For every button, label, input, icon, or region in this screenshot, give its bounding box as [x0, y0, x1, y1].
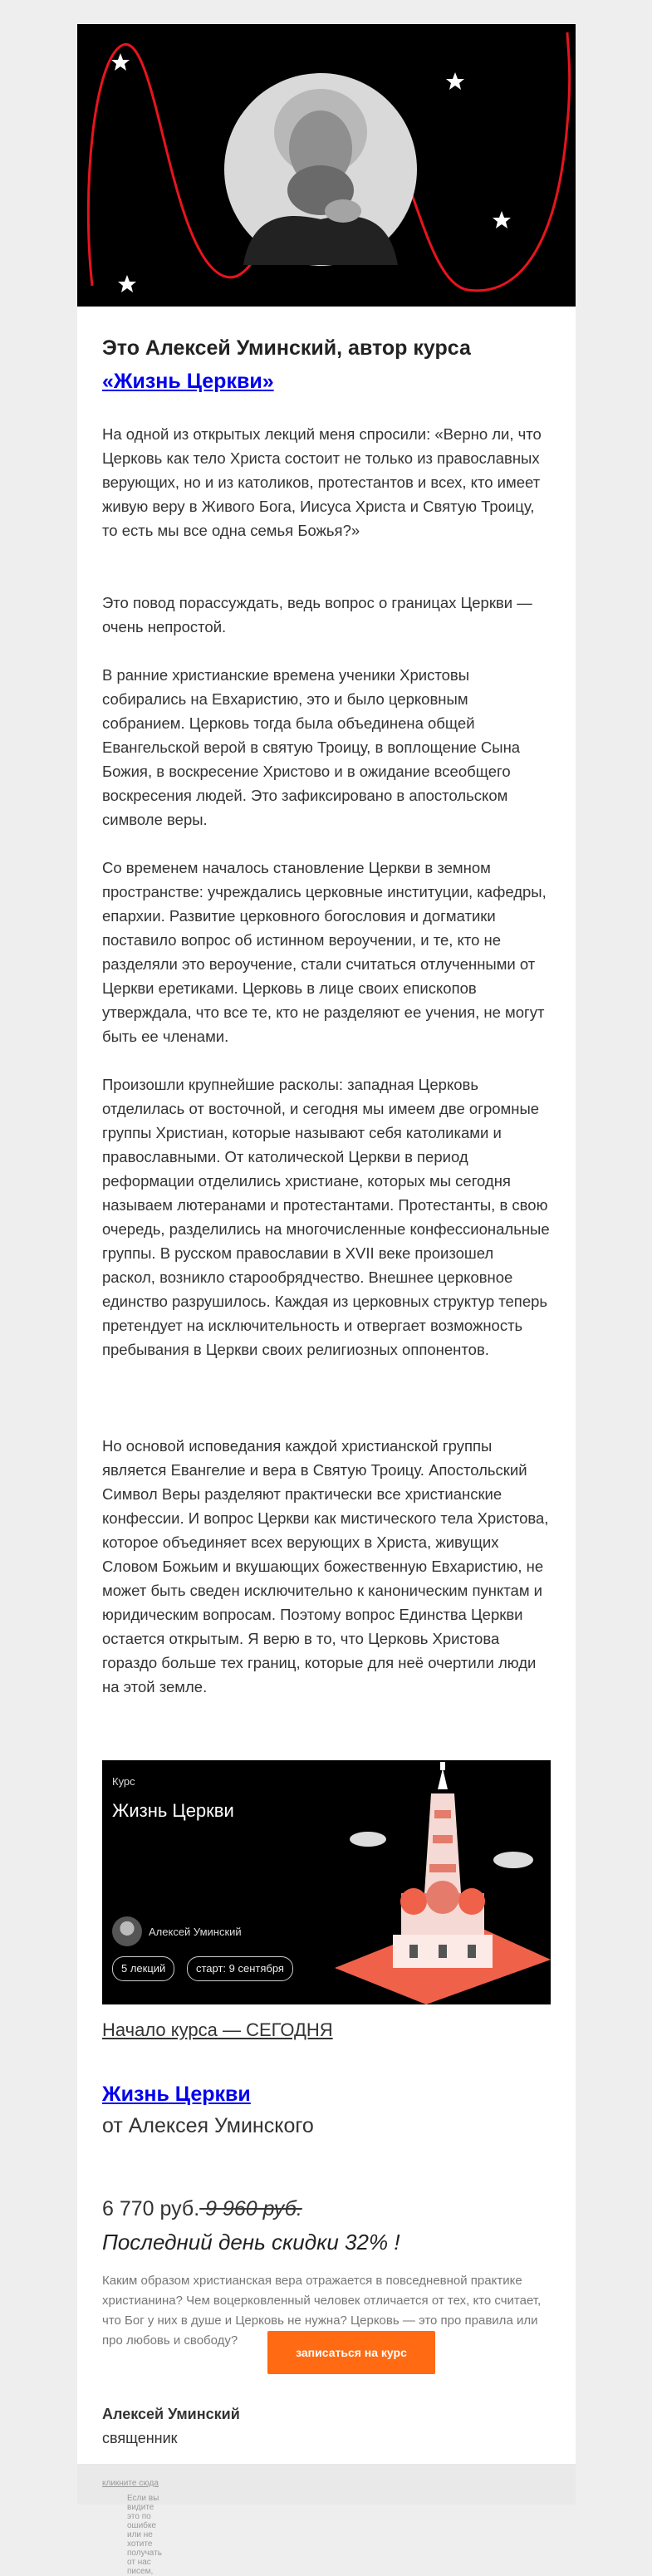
heading-text: Это Алексей Уминский, автор курса [102, 336, 471, 360]
price-current: 6 770 руб. [102, 2197, 200, 2220]
course-description: Каким образом христианская вера отражается в повседневной практике христианина? Чем воцерковленный человек отличается от тех, кто считает, что Бог у них в душе и Церковь не нужна? Церковь — это про правила или про любовь и свободу? [102, 2274, 542, 2348]
footer-message: Если вы видите это по ошибке или не хотите получать от нас писем, [127, 2494, 162, 2576]
paragraph-5: Произошли крупнейшие расколы: западная Церковь отделилась от восточной, и сегодня мы имеем две огромные группы Христиан, которые называют себя католиками и православными. От католической Церкви в период реформации отделились христиане, которых мы сегодня называем лютеранами и протестантами. Протестанты, в свою очередь, разделились на многочисленные конфессиональные группы. В русском православии в XVII веке произошел раскол, возникло старообрядчество. Внешнее церковное единство разрушилось. Каждая из церковных структур теперь претендует на исключительность и отвергает возможность пребывания в Церкви своих религиозных оппонентов. [102, 1076, 550, 1358]
banner-label: Курс [112, 1775, 135, 1788]
paragraph-3: В ранние христианские времена ученики Христовы собирались на Евхаристию, это и было церковным собранием. Церковь тогда была объединена общей Евангельской верой в святую Троицу, в воплощение Сына Божия, в воскресение Христово и в ожидание всеобщего воскресения людей. Это зафиксировано в апостольском символе веры. [102, 666, 521, 828]
avatar [112, 1916, 142, 1946]
hero-banner [77, 24, 576, 307]
footer [77, 2464, 576, 2576]
paragraph-6: Но основой исповедания каждой христианской группы является Евангелие и вера в Святую Троицу. Апостольский Символ Веры разделяют практически все христианские конфессии. И вопрос Церкви как мистического тела Христова, которое объединяет всех верующих в Христа, живущих Словом Божьим и вкушающих божественную Евхаристию, не может быть сведен исключительно к каноническим пунктам и юридическим вопросам. Поэтому вопрос Единства Церкви остается открытым. Я верю в то, что Церковь Христова гораздо больше тех границ, которые для неё очертили люди на этой земле. [102, 1437, 549, 1695]
lectures-pill: 5 лекций [112, 1956, 174, 1981]
hero-artwork [77, 24, 576, 307]
enroll-button[interactable]: записаться на курс [267, 2331, 435, 2374]
course-author: от Алексея Уминского [102, 2114, 314, 2137]
course-name-link[interactable]: Жизнь Церкви [102, 2083, 251, 2106]
banner-author-name: Алексей Уминский [149, 1925, 242, 1938]
course-heading-link[interactable]: «Жизнь Церкви» [102, 370, 274, 393]
price-old: 9 960 руб. [199, 2197, 302, 2220]
article-heading [102, 331, 551, 398]
paragraph-1: На одной из открытых лекций меня спросили: «Верно ли, что Церковь как тело Христа состоит не только из православных верующих, но и из католиков, протестантов и всех, кто имеет живую веру в Живого Бога, Иисуса Христа и Святую Троицу, то есть мы все одна семья Божья?» [102, 425, 542, 539]
church-illustration [335, 1760, 551, 2004]
course-start-link[interactable]: Начало курса — СЕГОДНЯ [102, 2019, 333, 2040]
course-banner[interactable] [102, 1760, 551, 2004]
banner-author [112, 1916, 242, 1946]
email-card [77, 24, 576, 2576]
paragraph-2: Это повод порассуждать, ведь вопрос о границах Церкви — очень непростой. [102, 594, 532, 635]
signature-name: Алексей Уминский [102, 2406, 240, 2422]
signature-role: священник [102, 2430, 178, 2446]
banner-title: Жизнь Церкви [112, 1800, 234, 1821]
start-date-pill: старт: 9 сентября [187, 1956, 293, 1981]
price [102, 2197, 302, 2221]
unsubscribe-link[interactable]: кликните сюда [102, 2479, 159, 2488]
footer-text [102, 2479, 162, 2576]
paragraph-4: Со временем началось становление Церкви в земном пространстве: учреждались церковные институции, кафедры, епархии. Развитие церковного богословия и догматики поставило вопрос об истинном вероучении, и те, кто не разделяли это вероучение, стали считаться отлученными от Церкви еретиками. Церковь в лице своих епископов утверждала, что все те, кто не разделяют ее учения, не могут быть ее членами. [102, 859, 547, 1045]
discount-text: Последний день скидки 32% ! [102, 2230, 400, 2255]
